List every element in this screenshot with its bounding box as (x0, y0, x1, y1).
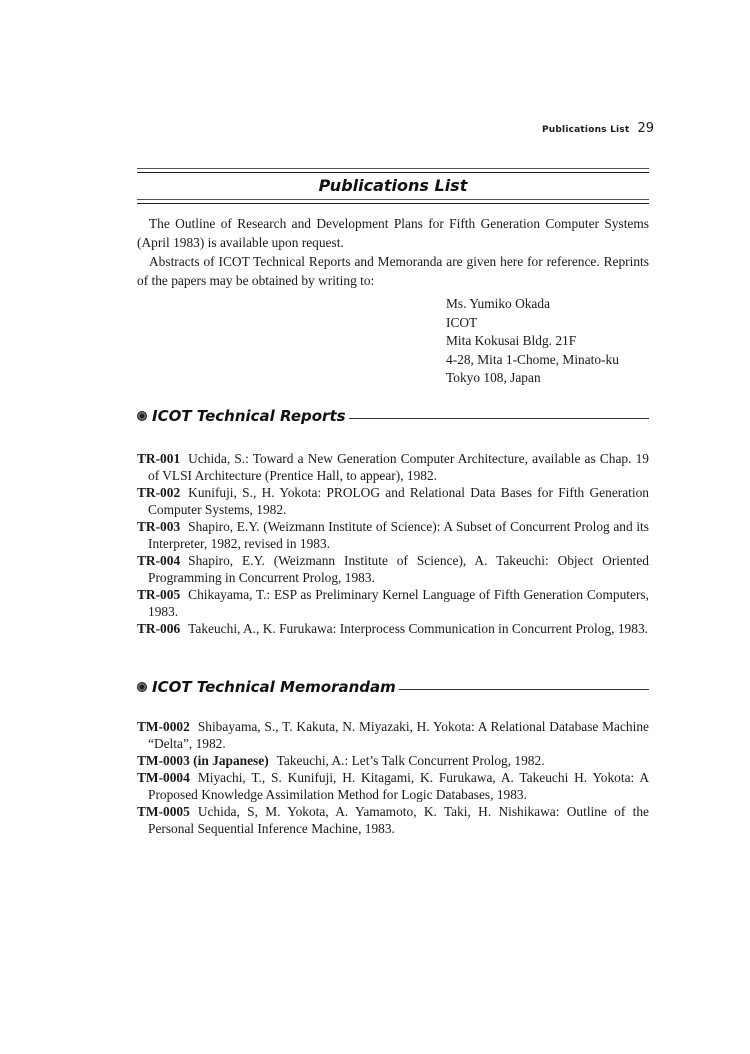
list-item (137, 718, 649, 752)
section-heading-label: ICOT Technical Memorandam (152, 678, 396, 696)
list-item (137, 484, 649, 518)
address-line: 4-28, Mita 1-Chome, Minato-ku (446, 351, 619, 367)
entry-code: TM-0002 (137, 719, 190, 734)
list-item (137, 752, 649, 769)
entry-code: TR-001 (137, 451, 181, 466)
address-line: Tokyo 108, Japan (446, 370, 541, 385)
title-rule-bottom (137, 199, 649, 204)
intro-text (137, 214, 649, 290)
entry-text: Takeuchi, A., K. Furukawa: Interprocess Communication in Concurrent Prolog, 1983. (188, 621, 648, 636)
entry-code: TR-005 (137, 587, 181, 602)
address-line: Ms. Yumiko Okada (446, 296, 551, 311)
list-item (137, 518, 649, 552)
page-title: Publications List (318, 176, 468, 195)
entry-code: TR-004 (137, 553, 181, 568)
entry-text: Shapiro, E.Y. (Weizmann Institute of Science), A. Takeuchi: Object Oriented Programming in Concurrent Prolog, 1983. (148, 553, 649, 585)
entry-code: TR-006 (137, 621, 181, 636)
entry-code: TM-0004 (137, 770, 190, 785)
entry-text: Shapiro, E.Y. (Weizmann Institute of Science): A Subset of Concurrent Prolog and its Interpreter, 1982, revised in 1983. (148, 519, 649, 551)
section-heading-label: ICOT Technical Reports (152, 407, 346, 425)
section-heading-technical-reports (137, 405, 649, 427)
entry-code: TR-003 (137, 519, 181, 534)
list-item (137, 620, 649, 637)
entry-text: Uchida, S, M. Yokota, A. Yamamoto, K. Taki, H. Nishikawa: Outline of the Personal Sequential Inference Machine, 1983. (148, 804, 649, 836)
address-line: ICOT (446, 314, 478, 330)
address-line: Mita Kokusai Bldg. 21F (446, 333, 577, 348)
list-item (137, 586, 649, 620)
entry-text: Chikayama, T.: ESP as Preliminary Kernel Language of Fifth Generation Computers, 1983. (148, 587, 649, 619)
entry-text: Kunifuji, S., H. Yokota: PROLOG and Relational Data Bases for Fifth Generation Computer Systems, 1982. (148, 485, 649, 517)
section-rule (349, 418, 649, 419)
title-block (137, 168, 649, 204)
page-number: 29 (637, 121, 654, 136)
bullet-circle-icon (137, 682, 147, 692)
list-item (137, 803, 649, 837)
list-item (137, 552, 649, 586)
running-head (542, 117, 654, 136)
technical-memoranda-list (137, 718, 649, 837)
list-item (137, 450, 649, 484)
entry-text: Takeuchi, A.: Let’s Talk Concurrent Prolog, 1982. (276, 753, 545, 768)
entry-code: TR-002 (137, 485, 181, 500)
bullet-circle-icon (137, 411, 147, 421)
title-rule-top (137, 168, 649, 173)
section-rule (399, 689, 649, 690)
technical-reports-list (137, 450, 649, 637)
intro-paragraph: Abstracts of ICOT Technical Reports and Memoranda are given here for reference. Reprints of the papers may be obtained by writing to: (137, 254, 649, 288)
running-head-title: Publications List (541, 125, 630, 135)
entry-code: TM-0005 (137, 804, 190, 819)
entry-text: Miyachi, T., S. Kunifuji, H. Kitagami, K. Furukawa, A. Takeuchi H. Yokota: A Proposed Knowledge Assimilation Method for Logic Databases, 1983. (148, 770, 649, 802)
entry-code: TM-0003 (in Japanese) (137, 753, 269, 768)
mailing-address (446, 295, 619, 388)
section-heading-technical-memorandam (137, 676, 649, 698)
entry-text: Shibayama, S., T. Kakuta, N. Miyazaki, H. Yokota: A Relational Database Machine “Delta”, 1982. (148, 719, 649, 751)
intro-paragraph: The Outline of Research and Development Plans for Fifth Generation Computer Systems (April 1983) is available upon request. (137, 216, 649, 250)
entry-text: Uchida, S.: Toward a New Generation Computer Architecture, available as Chap. 19 of VLSI Architecture (Prentice Hall, to appear), 1982. (148, 451, 649, 483)
list-item (137, 769, 649, 803)
